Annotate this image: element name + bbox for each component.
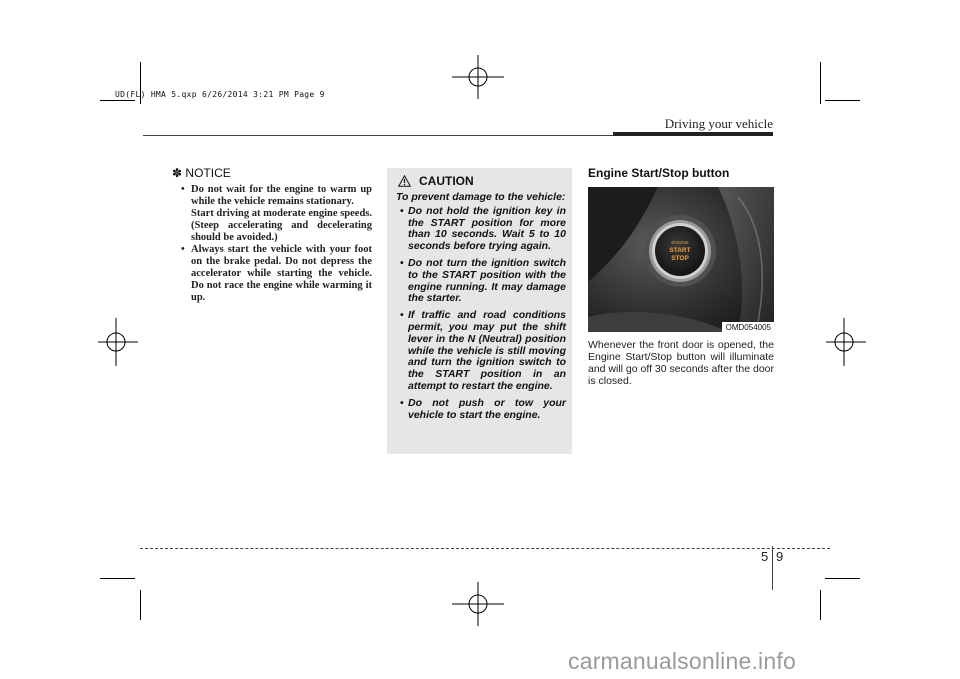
crop-mark [825,100,860,101]
footer-rule [140,548,830,549]
notice-text: Do not wait for the engine to warm up while the vehicle remains stationary. [191,184,372,207]
section-header: Driving your vehicle [664,116,773,131]
notice-section [172,166,372,304]
caution-intro: To prevent damage to the vehicle: [396,191,566,203]
list-item: • Do not hold the ignition key in the START position for more than 10 seconds. Wait 5 to 10 seconds before trying again. [400,204,566,253]
section-title: Engine Start/Stop button [588,166,730,180]
engine-button-photo [588,187,774,332]
warning-triangle-icon [398,175,411,187]
notice-title [172,166,372,180]
crop-mark [825,578,860,579]
button-label-start: START [669,247,691,254]
crop-mark [140,590,141,620]
chapter-number: 5 [761,549,769,564]
list-item: • Do not wait for the engine to warm up while the vehicle remains stationary. Start driving at moderate engine speeds. (Steep accelerating and decelerating should be avoided.) [181,184,372,243]
start-stop-button-illustration [588,187,774,332]
engine-button-description: Whenever the front door is opened, the Engine Start/Stop button will illuminate and will go off 30 seconds after the door is closed. [588,339,775,387]
photo-code: OMD054005 [722,322,774,332]
notice-list [172,184,372,304]
caution-text: Do not push or tow your vehicle to start the engine. [408,396,566,421]
notice-text: Always start the vehicle with your foot on the brake pedal. Do not depress the accelerator while starting the vehicle. Do not race the engine while warming it up. [191,244,372,303]
header-rule [143,135,613,136]
button-label-stop: STOP [671,255,689,262]
registration-mark-top [452,55,504,99]
registration-mark-bottom [452,582,504,626]
notice-symbol: ✽ [172,166,183,180]
crop-mark [100,100,135,101]
watermark: carmanualsonline.info [568,648,796,674]
caution-box [387,168,572,454]
caution-text: Do not hold the ignition key in the START position for more than 10 seconds. Wait 5 to 10 seconds before trying again. [408,204,566,253]
engine-button-section [588,166,774,387]
registration-mark-right [826,318,866,366]
notice-text: Start driving at moderate engine speeds. (Steep accelerating and decelerating should be avoided.) [191,208,372,243]
print-slug: UD(FL) HMA 5.qxp 6/26/2014 3:21 PM Page 9 [115,90,325,99]
crop-mark [820,62,821,104]
caution-text: Do not turn the ignition switch to the START position with the engine running. It may damage the starter. [408,256,566,305]
button-label-top: ENGINE [671,240,689,245]
page-number: 9 [776,549,784,564]
caution-header [398,174,566,188]
caution-title: CAUTION [419,174,474,188]
registration-mark-left [98,318,138,366]
caution-text: If traffic and road conditions permit, you may put the shift lever in the N (Neutral) position while the vehicle is still moving and turn the ignition switch to the START position in an attempt to restart the engine. [408,309,566,392]
list-item: • Do not push or tow your vehicle to start the engine. [400,396,566,421]
crop-mark [100,578,135,579]
list-item: • Always start the vehicle with your foot on the brake pedal. Do not depress the accelerator while starting the vehicle. Do not race the engine while warming it up. [181,244,372,303]
crop-mark [820,590,821,620]
caution-list [396,206,566,422]
page-number-separator [772,546,773,590]
list-item: • Do not turn the ignition switch to the START position with the engine running. It may damage the starter. [400,256,566,305]
notice-label: NOTICE [185,166,231,180]
list-item: • If traffic and road conditions permit, you may put the shift lever in the N (Neutral) position while the vehicle is still moving and turn the ignition switch to the START position in an attempt to restart the engine. [400,309,566,392]
header-rule-accent [613,132,773,136]
